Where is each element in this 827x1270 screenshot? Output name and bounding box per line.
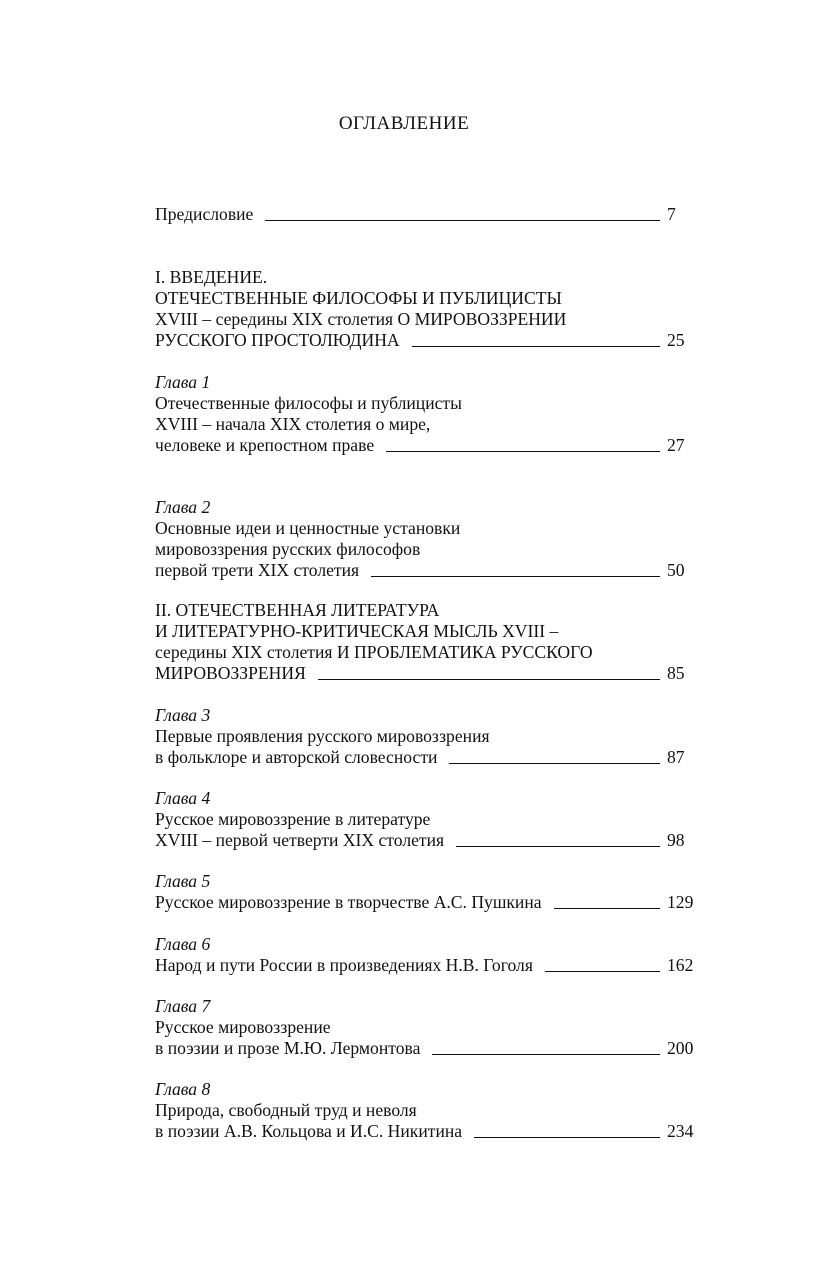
entry-last-line	[155, 955, 696, 976]
page-number: 162	[667, 955, 694, 975]
entry-title-line: человеке и крепостном праве	[155, 435, 375, 455]
entry-title-line: Первые проявления русского мировоззрения	[155, 726, 490, 746]
entry-title-line: Народ и пути России в произведениях Н.В. Гоголя	[155, 955, 533, 975]
toc-entry[interactable]	[155, 600, 696, 684]
toc-entry[interactable]	[155, 788, 696, 851]
entry-last-line	[155, 204, 696, 225]
entry-last-line	[155, 435, 696, 456]
entry-last-line	[155, 830, 696, 851]
entry-last-line	[155, 1038, 696, 1059]
entry-title-line: Предисловие	[155, 204, 254, 224]
entry-title-line: середины XIX столетия И ПРОБЛЕМАТИКА РУССКОГО	[155, 642, 593, 662]
entry-last-line	[155, 560, 696, 581]
toc-entry[interactable]	[155, 204, 696, 225]
chapter-label: Глава 8	[155, 1079, 211, 1099]
page-number: 98	[667, 830, 685, 850]
page-number: 87	[667, 747, 685, 767]
entry-title-line: первой трети XIX столетия	[155, 560, 360, 580]
page-number: 234	[667, 1121, 694, 1141]
dot-leader	[265, 220, 660, 221]
entry-title-line: I. ВВЕДЕНИЕ.	[155, 267, 268, 287]
page-title: ОГЛАВЛЕНИЕ	[338, 113, 470, 134]
toc-entry[interactable]	[155, 267, 696, 351]
chapter-label: Глава 1	[155, 372, 211, 392]
toc-entry[interactable]	[155, 372, 696, 456]
entry-title-line: XVIII – начала XIX столетия о мире,	[155, 414, 431, 434]
entry-last-line	[155, 330, 696, 351]
entry-last-line	[155, 1121, 696, 1142]
toc-entry[interactable]	[155, 996, 696, 1059]
dot-leader	[474, 1137, 660, 1138]
entry-title-line: XVIII – середины XIX столетия О МИРОВОЗЗРЕНИИ	[155, 309, 567, 329]
entry-title-line: в поэзии и прозе М.Ю. Лермонтова	[155, 1038, 421, 1058]
dot-leader	[456, 846, 660, 847]
entry-title-line: в поэзии А.В. Кольцова и И.С. Никитина	[155, 1121, 463, 1141]
entry-title-line: XVIII – первой четверти XIX столетия	[155, 830, 445, 850]
entry-title-line: мировоззрения русских философов	[155, 539, 421, 559]
chapter-label: Глава 5	[155, 871, 211, 891]
entry-title-line: Природа, свободный труд и неволя	[155, 1100, 417, 1120]
toc-entry[interactable]	[155, 934, 696, 976]
toc-entry[interactable]	[155, 497, 696, 581]
chapter-label: Глава 7	[155, 996, 211, 1016]
page-number: 25	[667, 330, 685, 350]
dot-leader	[545, 971, 660, 972]
entry-last-line	[155, 892, 696, 913]
chapter-label: Глава 2	[155, 497, 211, 517]
entry-title-line: И ЛИТЕРАТУРНО-КРИТИЧЕСКАЯ МЫСЛЬ XVIII –	[155, 621, 559, 641]
entry-title-line: Русское мировоззрение в творчестве А.С. Пушкина	[155, 892, 542, 912]
chapter-label: Глава 6	[155, 934, 211, 954]
entry-title-line: Основные идеи и ценностные установки	[155, 518, 461, 538]
dot-leader	[449, 763, 660, 764]
dot-leader	[412, 346, 660, 347]
dot-leader	[371, 576, 660, 577]
entry-title-line: ОТЕЧЕСТВЕННЫЕ ФИЛОСОФЫ И ПУБЛИЦИСТЫ	[155, 288, 562, 308]
dot-leader	[432, 1054, 660, 1055]
toc-entry[interactable]	[155, 871, 696, 913]
page-number: 85	[667, 663, 685, 683]
entry-title-line: МИРОВОЗЗРЕНИЯ	[155, 663, 306, 683]
page-number: 129	[667, 892, 694, 912]
page-number: 7	[667, 204, 676, 224]
entry-title-line: Русское мировоззрение в литературе	[155, 809, 431, 829]
dot-leader	[386, 451, 660, 452]
chapter-label: Глава 4	[155, 788, 211, 808]
entry-title-line: II. ОТЕЧЕСТВЕННАЯ ЛИТЕРАТУРА	[155, 600, 440, 620]
page-number: 27	[667, 435, 685, 455]
dot-leader	[554, 908, 660, 909]
entry-last-line	[155, 747, 696, 768]
entry-title-line: Отечественные философы и публицисты	[155, 393, 462, 413]
entry-last-line	[155, 663, 696, 684]
page-number: 50	[667, 560, 685, 580]
chapter-label: Глава 3	[155, 705, 211, 725]
toc-entry[interactable]	[155, 705, 696, 768]
entry-title-line: Русское мировоззрение	[155, 1017, 331, 1037]
entry-title-line: РУССКОГО ПРОСТОЛЮДИНА	[155, 330, 400, 350]
toc-entry[interactable]	[155, 1079, 696, 1142]
entry-title-line: в фольклоре и авторской словесности	[155, 747, 438, 767]
page-number: 200	[667, 1038, 694, 1058]
dot-leader	[318, 679, 660, 680]
